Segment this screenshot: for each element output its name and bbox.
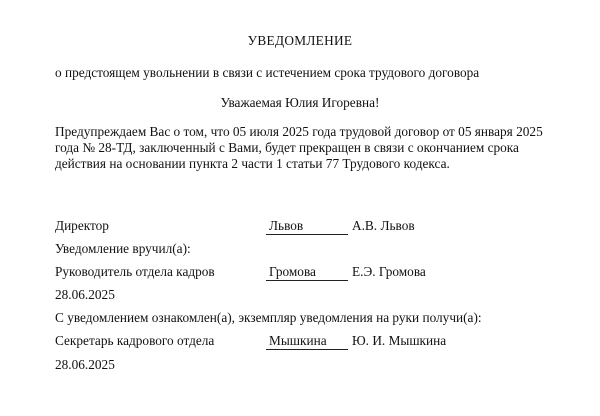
hr-secretary-role: Секретарь кадрового отдела xyxy=(55,333,215,348)
date-acknowledged: 28.06.2025 xyxy=(55,357,115,372)
hr-head-signature-text: Громова xyxy=(269,264,316,279)
hr-secretary-signature xyxy=(266,333,348,350)
hr-head-signature xyxy=(266,264,348,281)
acknowledged-label: С уведомлением ознакомлен(а), экземпляр уведомления на руки получи(а): xyxy=(55,310,482,325)
notice-body-line: года № 28-ТД, заключенный с Вами, будет прекращен в связи с окончанием срока xyxy=(55,140,519,155)
document-title: УВЕДОМЛЕНИЕ xyxy=(247,33,353,48)
greeting: Уважаемая Юлия Игоревна! xyxy=(220,95,380,110)
document-subtitle: о предстоящем увольнении в связи с истечением срока трудового договора xyxy=(55,65,480,80)
hr-secretary-signature-text: Мышкина xyxy=(269,333,327,348)
director-name: А.В. Львов xyxy=(352,218,415,233)
date-delivered: 28.06.2025 xyxy=(55,287,115,302)
hr-head-role: Руководитель отдела кадров xyxy=(55,264,215,279)
notice-body xyxy=(55,124,545,172)
director-signature-text: Львов xyxy=(269,218,304,233)
delivered-label: Уведомление вручил(а): xyxy=(55,241,191,256)
notice-body-line: Предупреждаем Вас о том, что 05 июля 2025 года трудовой договор от 05 января 2025 xyxy=(55,124,543,139)
hr-secretary-name: Ю. И. Мышкина xyxy=(352,333,447,348)
hr-head-name: Е.Э. Громова xyxy=(352,264,426,279)
director-signature xyxy=(266,218,348,235)
notice-body-line: действия на основании пункта 2 части 1 статьи 77 Трудового кодекса. xyxy=(55,156,450,171)
director-role: Директор xyxy=(55,218,109,233)
